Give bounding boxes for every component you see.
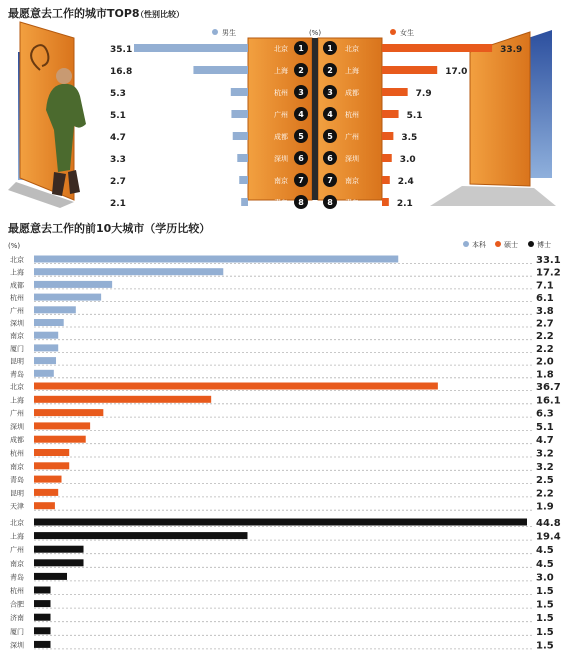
city-label: 南京 bbox=[10, 559, 24, 568]
right-door-floor bbox=[430, 186, 556, 206]
male-city-label: 广州 bbox=[274, 111, 288, 119]
city-label: 杭州 bbox=[10, 294, 24, 303]
chart-title: 最愿意去工作的城市TOP8 bbox=[8, 7, 140, 20]
legend-male-marker bbox=[212, 29, 218, 35]
bar bbox=[34, 573, 67, 580]
value-label: 6.3 bbox=[536, 408, 554, 420]
city-label: 成都 bbox=[10, 436, 24, 445]
bar bbox=[34, 383, 438, 390]
value-label: 4.5 bbox=[536, 545, 554, 557]
male-city-label: 北京 bbox=[274, 45, 288, 53]
city-label: 青岛 bbox=[10, 476, 24, 485]
female-value-label: 2.1 bbox=[396, 199, 413, 209]
bar bbox=[34, 344, 58, 351]
city-label: 北京 bbox=[10, 383, 24, 391]
value-label: 5.1 bbox=[536, 421, 554, 433]
value-label: 1.5 bbox=[536, 613, 554, 625]
bar bbox=[34, 294, 101, 301]
female-city-label: 上海 bbox=[345, 67, 359, 75]
city-label: 广州 bbox=[10, 546, 24, 555]
male-bar bbox=[231, 88, 248, 96]
value-label: 44.8 bbox=[536, 518, 561, 529]
legend-label: 博士 bbox=[537, 241, 551, 249]
bar bbox=[34, 489, 58, 496]
bar bbox=[34, 627, 51, 634]
city-label: 杭州 bbox=[10, 449, 24, 458]
legend-label: 硕士 bbox=[504, 241, 518, 249]
value-label: 19.4 bbox=[536, 531, 561, 543]
legend-label: 本科 bbox=[472, 241, 486, 249]
city-label: 厦门 bbox=[10, 627, 24, 636]
rank-label: 4 bbox=[327, 110, 333, 119]
city-label: 合肥 bbox=[10, 600, 24, 609]
man-head bbox=[56, 68, 72, 84]
male-bar bbox=[239, 176, 248, 184]
bar bbox=[34, 268, 223, 275]
city-label: 广州 bbox=[10, 306, 24, 315]
legend-marker bbox=[495, 241, 501, 247]
bar bbox=[34, 370, 54, 377]
male-bar bbox=[134, 44, 248, 52]
value-label: 4.5 bbox=[536, 558, 554, 570]
male-value-label: 5.3 bbox=[110, 89, 126, 99]
bar bbox=[34, 462, 69, 469]
value-label: 3.2 bbox=[536, 461, 554, 473]
male-value-label: 2.1 bbox=[110, 199, 126, 209]
male-value-label: 4.7 bbox=[110, 133, 126, 143]
male-city-label: 南京 bbox=[274, 177, 288, 185]
rank-label: 5 bbox=[327, 132, 333, 141]
bar bbox=[34, 449, 69, 456]
value-label: 2.2 bbox=[536, 343, 554, 355]
male-value-label: 3.3 bbox=[110, 155, 126, 165]
city-label: 成都 bbox=[10, 281, 24, 290]
female-value-label: 5.1 bbox=[406, 111, 423, 121]
bar bbox=[34, 306, 76, 313]
bar bbox=[34, 532, 247, 539]
rank-label: 4 bbox=[298, 110, 304, 119]
rank-label: 3 bbox=[298, 88, 304, 97]
female-bar bbox=[382, 198, 389, 206]
education-comparison-chart bbox=[0, 218, 577, 655]
right-door bbox=[470, 32, 530, 186]
city-label: 天津 bbox=[10, 502, 24, 511]
value-label: 17.2 bbox=[536, 267, 561, 279]
male-bar bbox=[233, 132, 248, 140]
female-value-label: 33.9 bbox=[500, 45, 523, 55]
city-label: 北京 bbox=[10, 256, 24, 264]
value-label: 1.5 bbox=[536, 599, 554, 611]
rank-label: 6 bbox=[298, 154, 304, 163]
value-label: 1.5 bbox=[536, 586, 554, 597]
bar bbox=[34, 614, 51, 621]
bar bbox=[34, 502, 55, 509]
bar bbox=[34, 600, 51, 607]
female-bar bbox=[382, 44, 492, 52]
male-value-label: 5.1 bbox=[110, 111, 126, 121]
female-city-label: 南京 bbox=[345, 177, 359, 185]
female-value-label: 3.0 bbox=[399, 155, 416, 165]
bar bbox=[34, 436, 86, 443]
value-label: 3.8 bbox=[536, 305, 554, 317]
bar bbox=[34, 281, 112, 288]
city-label: 南京 bbox=[10, 332, 24, 341]
city-label: 昆明 bbox=[10, 357, 24, 366]
city-label: 青岛 bbox=[10, 573, 24, 582]
female-value-label: 2.4 bbox=[397, 177, 414, 187]
value-label: 1.5 bbox=[536, 640, 554, 652]
female-bar bbox=[382, 176, 390, 184]
value-label: 4.7 bbox=[536, 435, 554, 447]
city-label: 深圳 bbox=[10, 422, 24, 431]
rank-label: 7 bbox=[327, 176, 333, 185]
bar bbox=[34, 476, 62, 483]
male-bar bbox=[241, 198, 248, 206]
female-city-label: 成都 bbox=[345, 89, 359, 97]
male-city-label: 上海 bbox=[274, 67, 288, 75]
legend-marker bbox=[528, 241, 534, 247]
value-label: 2.2 bbox=[536, 331, 554, 343]
city-label: 上海 bbox=[10, 396, 24, 405]
rank-label: 8 bbox=[327, 198, 333, 207]
female-bar bbox=[382, 110, 399, 118]
city-label: 上海 bbox=[10, 268, 24, 277]
bar bbox=[34, 396, 211, 403]
value-label: 33.1 bbox=[536, 255, 561, 266]
value-label: 2.5 bbox=[536, 475, 554, 487]
city-label: 厦门 bbox=[10, 344, 24, 353]
value-label: 16.1 bbox=[536, 395, 561, 407]
male-value-label: 2.7 bbox=[110, 177, 126, 187]
chart-subtitle: （性别比较） bbox=[136, 10, 184, 19]
female-bar bbox=[382, 66, 437, 74]
rank-label: 6 bbox=[327, 154, 333, 163]
value-label: 2.0 bbox=[536, 356, 554, 368]
male-value-label: 16.8 bbox=[110, 67, 133, 77]
female-city-label: 北京 bbox=[345, 45, 359, 53]
female-city-label: 杭州 bbox=[345, 111, 359, 119]
city-label: 青岛 bbox=[10, 370, 24, 379]
city-label: 济南 bbox=[10, 614, 24, 623]
male-city-label: 成都 bbox=[274, 133, 288, 141]
right-door-sky bbox=[528, 30, 552, 178]
male-value-label: 35.1 bbox=[110, 45, 133, 55]
value-label: 3.2 bbox=[536, 448, 554, 460]
female-value-label: 7.9 bbox=[415, 89, 432, 99]
female-value-label: 17.0 bbox=[445, 67, 468, 77]
male-city-label: 深圳 bbox=[274, 155, 288, 163]
bar bbox=[34, 546, 84, 553]
female-city-label: 青岛 bbox=[345, 199, 359, 207]
bar bbox=[34, 357, 56, 364]
bar bbox=[34, 256, 398, 263]
bar bbox=[34, 559, 84, 566]
male-bar bbox=[237, 154, 248, 162]
value-label: 2.2 bbox=[536, 488, 554, 500]
bar bbox=[34, 641, 51, 648]
female-value-label: 3.5 bbox=[401, 133, 418, 143]
rank-label: 5 bbox=[298, 132, 304, 141]
city-label: 南京 bbox=[10, 462, 24, 471]
value-label: 3.0 bbox=[536, 572, 554, 584]
city-label: 深圳 bbox=[10, 319, 24, 328]
chart-title: 最愿意去工作的前10大城市（学历比较） bbox=[8, 222, 211, 235]
value-label: 1.5 bbox=[536, 626, 554, 638]
unit-label: (%) bbox=[8, 242, 21, 250]
bar bbox=[34, 409, 103, 416]
door-gap bbox=[312, 38, 318, 200]
value-label: 7.1 bbox=[536, 280, 554, 292]
bar bbox=[34, 519, 527, 526]
value-label: 6.1 bbox=[536, 293, 554, 305]
city-label: 北京 bbox=[10, 519, 24, 527]
bar bbox=[34, 332, 58, 339]
male-bar bbox=[231, 110, 248, 118]
rank-label: 2 bbox=[327, 66, 333, 75]
male-bar bbox=[193, 66, 248, 74]
rank-label: 1 bbox=[298, 44, 304, 53]
value-label: 36.7 bbox=[536, 382, 561, 393]
city-label: 深圳 bbox=[10, 641, 24, 650]
legend-female-marker bbox=[390, 29, 396, 35]
male-city-label: 杭州 bbox=[274, 89, 288, 97]
female-bar bbox=[382, 154, 392, 162]
bar bbox=[34, 587, 51, 594]
city-label: 昆明 bbox=[10, 489, 24, 498]
rank-label: 3 bbox=[327, 88, 333, 97]
bar bbox=[34, 422, 90, 429]
legend-female-label: 女生 bbox=[400, 29, 414, 37]
value-label: 1.9 bbox=[536, 501, 554, 513]
rank-label: 8 bbox=[298, 198, 304, 207]
city-label: 上海 bbox=[10, 532, 24, 541]
male-city-label: 青岛 bbox=[274, 199, 288, 207]
city-label: 杭州 bbox=[10, 587, 24, 595]
female-city-label: 深圳 bbox=[345, 155, 359, 163]
female-city-label: 广州 bbox=[345, 133, 359, 141]
value-label: 2.7 bbox=[536, 318, 554, 330]
city-label: 广州 bbox=[10, 409, 24, 418]
rank-label: 2 bbox=[298, 66, 304, 75]
legend-marker bbox=[463, 241, 469, 247]
rank-label: 7 bbox=[298, 176, 304, 185]
unit-label: (%) bbox=[308, 29, 322, 37]
value-label: 1.8 bbox=[536, 369, 554, 381]
female-bar bbox=[382, 132, 393, 140]
female-bar bbox=[382, 88, 408, 96]
gender-comparison-chart bbox=[0, 0, 577, 218]
bar bbox=[34, 319, 64, 326]
rank-label: 1 bbox=[327, 44, 333, 53]
legend-male-label: 男生 bbox=[222, 29, 236, 37]
